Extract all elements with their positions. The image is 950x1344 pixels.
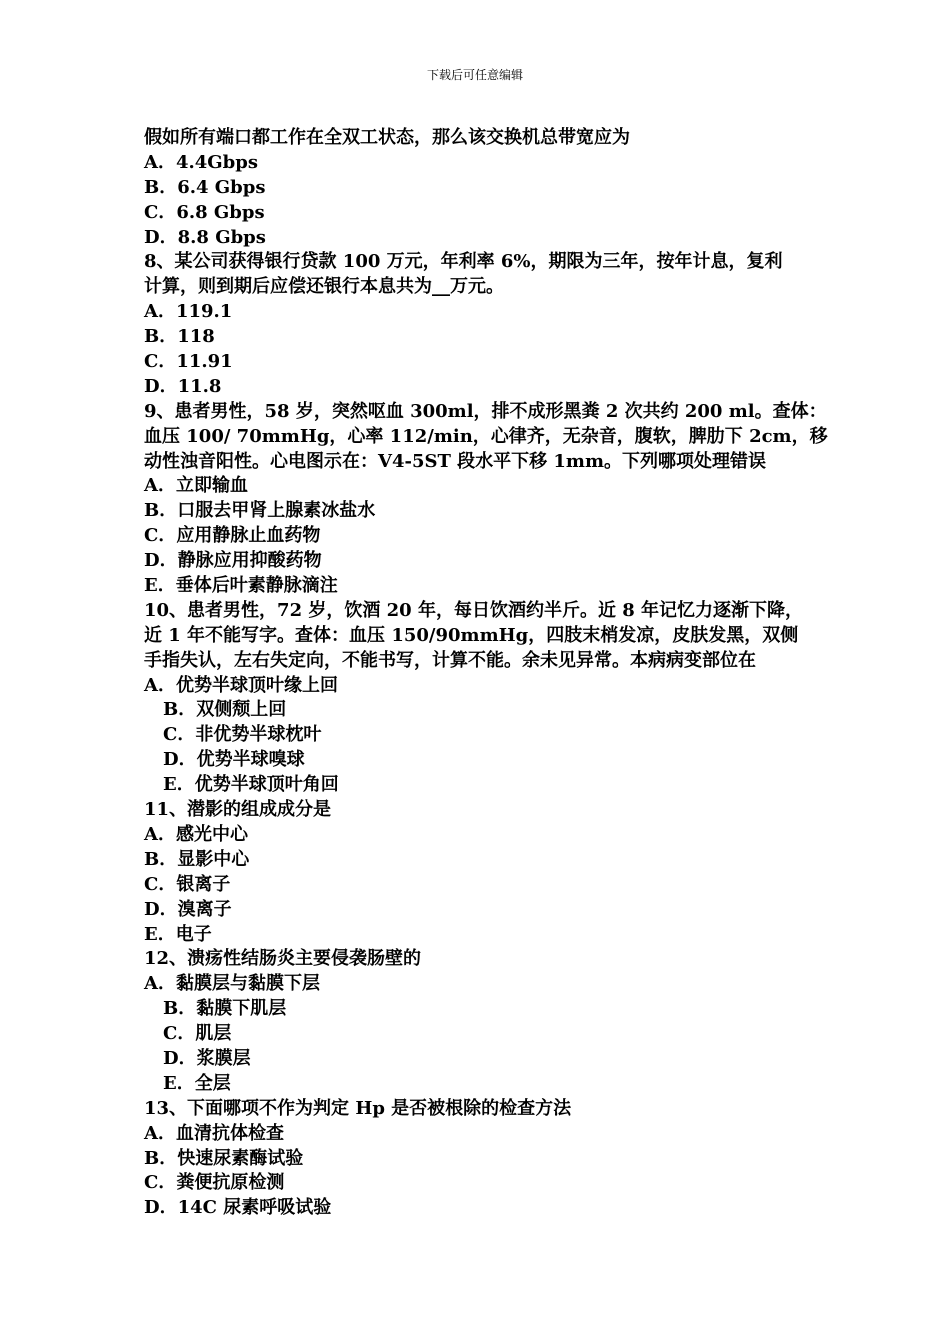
- text-line: C．6.8 Gbps: [144, 201, 265, 223]
- text-line: 13、下面哪项不作为判定 Hp 是否被根除的检查方法: [144, 1097, 572, 1119]
- text-line: 近 1 年不能写字。查体：血压 150/90mmHg，四肢末梢发凉，皮肤发黑，双侧: [144, 624, 799, 646]
- text-line: B．双侧颓上回: [163, 699, 287, 721]
- text-line: C．肌层: [163, 1023, 232, 1045]
- text-line: 10、患者男性，72 岁，饮酒 20 年，每日饮酒约半斤。近 8 年记忆力逐渐下降，: [144, 599, 804, 621]
- text-line: D．溴离子: [144, 898, 232, 920]
- text-line: 假如所有端口都工作在全双工状态，那么该交换机总带宽应为: [144, 127, 630, 148]
- text-line: C．银离子: [144, 873, 231, 895]
- text-line: E．优势半球顶叶角回: [163, 774, 339, 796]
- text-line: 11、潜影的组成成分是: [144, 799, 332, 821]
- text-line: A．立即输血: [144, 475, 248, 497]
- text-line: C．应用静脉止血药物: [144, 525, 321, 547]
- text-line: A．黏膜层与黏膜下层: [144, 973, 320, 995]
- text-line: 12、溃疡性结肠炎主要侵袭肠壁的: [144, 948, 422, 970]
- document-body: [144, 126, 828, 1221]
- text-line: D．14C 尿素呼吸试验: [144, 1197, 332, 1219]
- text-line: E．电子: [144, 923, 212, 945]
- text-line: D．优势半球嗅球: [163, 749, 305, 771]
- text-line: B．口服去甲肾上腺素冰盐水: [144, 500, 376, 522]
- text-line: A．119.1: [144, 301, 233, 323]
- text-line: 9、患者男性，58 岁，突然呕血 300ml，排不成形黑粪 2 次共约 200 ml。查体：: [144, 400, 827, 422]
- text-line: A．优势半球顶叶缘上回: [144, 674, 338, 696]
- text-line: D．浆膜层: [163, 1047, 251, 1069]
- text-line: D．静脉应用抑酸药物: [144, 550, 322, 572]
- text-line: 计算，则到期后应偿还银行本息共为__万元。: [144, 276, 504, 298]
- text-line: 动性浊音阳性。心电图示在：V4-5ST 段水平下移 1mm。下列哪项处理错误: [144, 450, 767, 472]
- text-line: B．6.4 Gbps: [144, 176, 266, 198]
- text-line: D．11.8: [144, 375, 222, 397]
- text-line: C．非优势半球枕叶: [163, 724, 322, 746]
- text-line: B．黏膜下肌层: [163, 998, 287, 1020]
- text-line: A．血清抗体检查: [144, 1122, 284, 1144]
- text-line: 手指失认，左右失定向，不能书写，计算不能。余未见异常。本病病变部位在: [144, 649, 756, 671]
- text-line: B．显影中心: [144, 848, 250, 870]
- text-line: E．垂体后叶素静脉滴注: [144, 575, 338, 597]
- text-line: B．118: [144, 326, 215, 348]
- text-line: 血压 100/ 70mmHg，心率 112/min，心律齐，无杂音，腹软，脾肋下 2cm，移: [144, 425, 828, 447]
- text-line: C．粪便抗原检测: [144, 1172, 285, 1194]
- page-header: 下载后可任意编辑: [426, 68, 523, 82]
- text-line: 8、某公司获得银行贷款 100 万元，年利率 6%，期限为三年，按年计息，复利: [144, 251, 783, 273]
- text-line: E．全层: [163, 1072, 231, 1094]
- text-line: A．感光中心: [144, 823, 248, 845]
- text-line: B．快速尿素酶试验: [144, 1147, 304, 1169]
- text-line: C．11.91: [144, 351, 233, 373]
- text-line: D．8.8 Gbps: [144, 226, 266, 248]
- text-line: A．4.4Gbps: [144, 151, 258, 173]
